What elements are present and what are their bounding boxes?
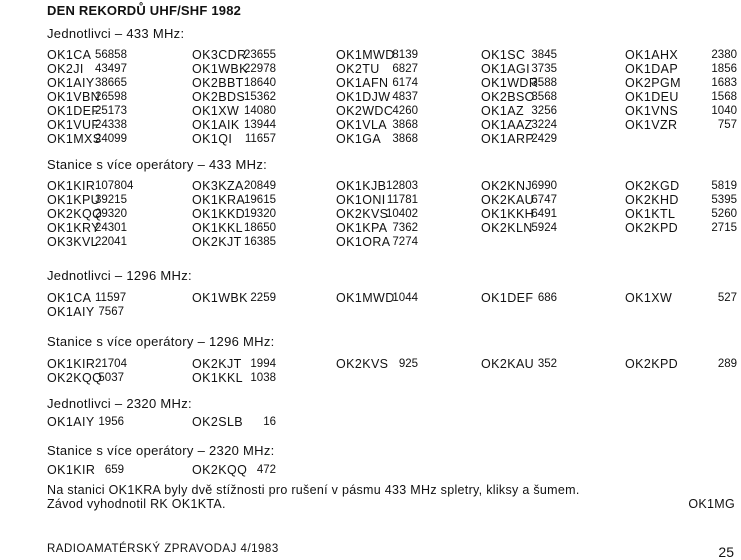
page-title: DEN REKORDŮ UHF/SHF 1982 (47, 3, 242, 18)
score: 16 (263, 416, 276, 428)
callsign: OK2KAU (481, 357, 535, 371)
callsign: OK1GA (336, 132, 382, 146)
score: 3845 (531, 49, 557, 61)
callsign: OK3KVL (47, 235, 99, 249)
section-heading: Jednotlivci – 2320 MHz: (47, 396, 192, 411)
note-line-2: Závod vyhodnotil RK OK1KTA. (47, 497, 226, 511)
callsign: OK2BBT (192, 76, 244, 90)
result-row (0, 179, 741, 193)
score: 659 (104, 464, 124, 476)
signature: OK1MG (688, 497, 735, 511)
callsign: OK1AFN (336, 76, 389, 90)
section-heading: Stanice s více operátory – 433 MHz: (47, 157, 268, 172)
result-row (0, 415, 741, 429)
callsign: OK1KIR (47, 357, 96, 371)
callsign: OK1KPU (47, 193, 101, 207)
callsign: OK1KPA (336, 221, 388, 235)
score: 1044 (392, 292, 418, 304)
callsign: OK2KGD (625, 179, 680, 193)
score: 5260 (711, 208, 737, 220)
callsign: OK2TU (336, 62, 380, 76)
callsign: OK1QI (192, 132, 233, 146)
result-row (0, 221, 741, 235)
page-number: 25 (718, 544, 734, 560)
score: 686 (537, 292, 557, 304)
score: 22978 (244, 63, 276, 75)
score: 1956 (98, 416, 124, 428)
callsign: OK2KVS (336, 357, 389, 371)
callsign: OK1VBN (47, 90, 101, 104)
result-row (0, 207, 741, 221)
callsign: OK1DJW (336, 90, 391, 104)
score: 527 (717, 292, 737, 304)
callsign: OK2JI (47, 62, 84, 76)
score: 107804 (95, 180, 134, 192)
callsign: OK2KPD (625, 357, 679, 371)
callsign: OK2KAU (481, 193, 535, 207)
callsign: OK2KVS (336, 207, 389, 221)
score: 19320 (244, 208, 276, 220)
score: 13944 (244, 119, 276, 131)
score: 24301 (95, 222, 127, 234)
callsign: OK1KIR (47, 179, 96, 193)
score: 6990 (531, 180, 557, 192)
section-heading: Stanice s více operátory – 2320 MHz: (47, 443, 275, 458)
result-row (0, 305, 741, 319)
callsign: OK1AIK (192, 118, 240, 132)
section-heading: Jednotlivci – 433 MHz: (47, 26, 185, 41)
callsign: OK1KKL (192, 371, 244, 385)
callsign: OK1AGI (481, 62, 530, 76)
callsign: OK2WDC (336, 104, 394, 118)
score: 2715 (711, 222, 737, 234)
callsign: OK1AIY (47, 415, 95, 429)
score: 11657 (244, 133, 276, 145)
callsign: OK1DEF (47, 104, 100, 118)
callsign: OK1CA (47, 291, 92, 305)
callsign: OK1KRA (192, 193, 246, 207)
score: 18650 (244, 222, 276, 234)
score: 1568 (711, 91, 737, 103)
callsign: OK1AHX (625, 48, 679, 62)
callsign: OK2KJT (192, 357, 242, 371)
callsign: OK2KJT (192, 235, 242, 249)
callsign: OK1AIY (47, 305, 95, 319)
callsign: OK2KQQ (47, 371, 103, 385)
score: 56858 (95, 49, 127, 61)
section-heading: Jednotlivci – 1296 MHz: (47, 268, 192, 283)
score: 1040 (711, 105, 737, 117)
score: 23655 (244, 49, 276, 61)
note-line-1: Na stanici OK1KRA byly dvě stížnosti pro rušení v pásmu 433 MHz spletry, kliksy a šumem. (47, 483, 580, 497)
result-row (0, 371, 741, 385)
callsign: OK2SLB (192, 415, 244, 429)
callsign: OK1CA (47, 48, 92, 62)
callsign: OK1MWD (336, 291, 395, 305)
score: 925 (398, 358, 418, 370)
score: 1994 (250, 358, 276, 370)
callsign: OK1VZR (625, 118, 678, 132)
score: 14080 (244, 105, 276, 117)
callsign: OK1WBK (192, 291, 248, 305)
score: 6747 (531, 194, 557, 206)
result-row (0, 104, 741, 118)
score: 11597 (95, 292, 127, 304)
score: 16385 (244, 236, 276, 248)
score: 289 (717, 358, 737, 370)
result-row (0, 463, 741, 477)
callsign: OK1AIY (47, 76, 95, 90)
callsign: OK1XW (625, 291, 673, 305)
callsign: OK1MXS (47, 132, 102, 146)
callsign: OK1AAZ (481, 118, 533, 132)
callsign: OK2KQQ (192, 463, 248, 477)
score: 21704 (95, 358, 127, 370)
result-row (0, 62, 741, 76)
result-row (0, 357, 741, 371)
callsign: OK1DEU (625, 90, 679, 104)
score: 25173 (95, 105, 127, 117)
callsign: OK1DEF (481, 291, 534, 305)
score: 3224 (531, 119, 557, 131)
score: 12803 (386, 180, 418, 192)
callsign: OK1XW (192, 104, 240, 118)
score: 6174 (392, 77, 418, 89)
result-row (0, 48, 741, 62)
score: 5924 (531, 222, 557, 234)
score: 24338 (95, 119, 127, 131)
score: 11781 (386, 194, 418, 206)
callsign: OK1KKD (192, 207, 246, 221)
callsign: OK1DAP (625, 62, 679, 76)
score: 5037 (98, 372, 124, 384)
score: 24099 (95, 133, 127, 145)
score: 7362 (392, 222, 418, 234)
score: 3256 (531, 105, 557, 117)
callsign: OK1KJB (336, 179, 387, 193)
callsign: OK1WDR (481, 76, 539, 90)
callsign: OK2PGM (625, 76, 681, 90)
callsign: OK3KZA (192, 179, 244, 193)
score: 3868 (392, 133, 418, 145)
callsign: OK1KKL (192, 221, 244, 235)
score: 3588 (531, 77, 557, 89)
callsign: OK2KPD (625, 221, 679, 235)
score: 22041 (95, 236, 127, 248)
callsign: OK1KKH (481, 207, 535, 221)
callsign: OK1KTL (625, 207, 676, 221)
score: 26598 (95, 91, 127, 103)
score: 38665 (95, 77, 127, 89)
result-row (0, 193, 741, 207)
score: 43497 (95, 63, 127, 75)
result-row (0, 118, 741, 132)
footer-publication: RADIOAMATÉRSKÝ ZPRAVODAJ 4/1983 (47, 543, 279, 555)
callsign: OK1ORA (336, 235, 391, 249)
callsign: OK2KLN (481, 221, 533, 235)
callsign: OK1ONI (336, 193, 386, 207)
callsign: OK2BSO (481, 90, 535, 104)
score: 18640 (244, 77, 276, 89)
callsign: OK1VLA (336, 118, 388, 132)
score: 472 (256, 464, 276, 476)
callsign: OK1AZ (481, 104, 524, 118)
score: 6827 (392, 63, 418, 75)
score: 5395 (711, 194, 737, 206)
callsign: OK1MWD (336, 48, 395, 62)
score: 39215 (95, 194, 127, 206)
score: 1856 (711, 63, 737, 75)
score: 4260 (392, 105, 418, 117)
score: 29320 (95, 208, 127, 220)
score: 5819 (711, 180, 737, 192)
callsign: OK1KRY (47, 221, 100, 235)
callsign: OK1VUF (47, 118, 100, 132)
score: 4837 (392, 91, 418, 103)
callsign: OK1SC (481, 48, 526, 62)
score: 3868 (392, 119, 418, 131)
callsign: OK2KQQ (47, 207, 103, 221)
callsign: OK2BDS (192, 90, 246, 104)
score: 15362 (244, 91, 276, 103)
score: 19615 (244, 194, 276, 206)
score: 3568 (531, 91, 557, 103)
score: 1683 (711, 77, 737, 89)
score: 20849 (244, 180, 276, 192)
score: 757 (717, 119, 737, 131)
callsign: OK1KIR (47, 463, 96, 477)
callsign: OK1WBK (192, 62, 248, 76)
section-heading: Stanice s více operátory – 1296 MHz: (47, 334, 275, 349)
callsign: OK2KNJ (481, 179, 533, 193)
score: 2259 (250, 292, 276, 304)
result-row (0, 76, 741, 90)
score: 1038 (250, 372, 276, 384)
score: 352 (537, 358, 557, 370)
callsign: OK3CDR (192, 48, 247, 62)
callsign: OK2KHD (625, 193, 679, 207)
score: 10402 (386, 208, 418, 220)
score: 2429 (531, 133, 557, 145)
result-row (0, 90, 741, 104)
score: 6491 (531, 208, 557, 220)
score: 7274 (392, 236, 418, 248)
callsign: OK1ARP (481, 132, 535, 146)
score: 3735 (531, 63, 557, 75)
score: 7567 (98, 306, 124, 318)
score: 8139 (392, 49, 418, 61)
result-row (0, 132, 741, 146)
callsign: OK1VNS (625, 104, 679, 118)
score: 2380 (711, 49, 737, 61)
result-row (0, 235, 741, 249)
result-row (0, 291, 741, 305)
